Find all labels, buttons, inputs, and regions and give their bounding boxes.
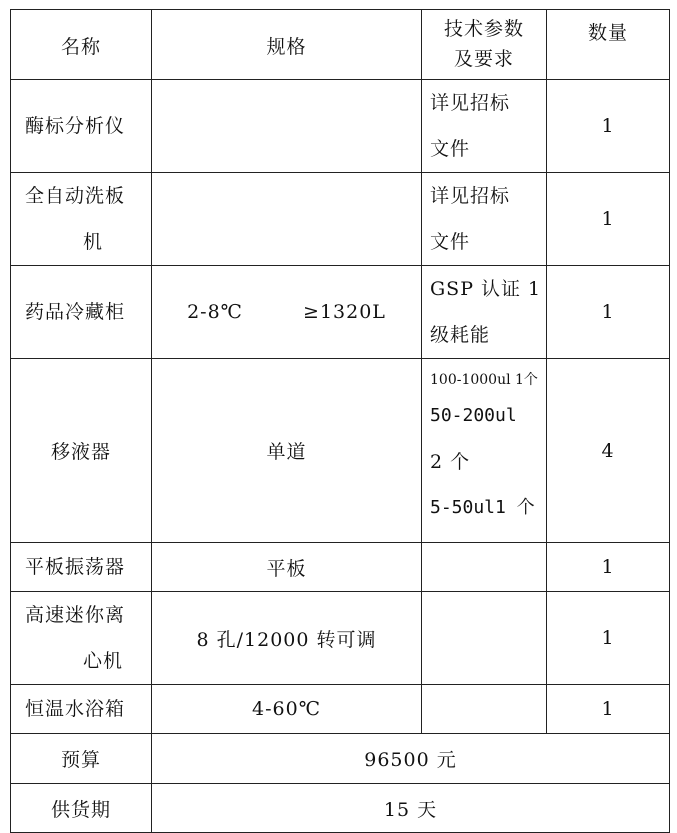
item-qty: 1	[547, 592, 670, 685]
item-tech-line: 100-1000ul 1个	[430, 372, 538, 388]
table-row	[11, 359, 670, 543]
item-qty: 1	[547, 685, 670, 734]
item-name	[11, 592, 152, 685]
item-name-line: 心机	[83, 650, 124, 672]
item-qty: 1	[547, 173, 670, 266]
item-tech	[422, 359, 547, 543]
item-spec: 单道	[152, 359, 422, 543]
delivery-label: 供货期	[11, 784, 152, 833]
delivery-row	[11, 784, 670, 833]
item-name: 药品冷藏柜	[11, 266, 152, 359]
item-spec: 平板	[152, 543, 422, 592]
budget-row	[11, 734, 670, 784]
item-tech-line: 详见招标	[430, 185, 511, 207]
item-spec	[152, 266, 422, 359]
item-tech-line: 文件	[430, 231, 471, 253]
item-name-line: 全自动洗板	[25, 185, 126, 207]
item-name-line: 机	[83, 231, 104, 253]
header-spec: 规格	[152, 10, 422, 80]
header-qty: 数量	[547, 10, 670, 80]
item-tech-line: 2 个	[430, 451, 471, 473]
item-spec: 8 孔/12000 转可调	[152, 592, 422, 685]
item-name-line: 高速迷你离	[25, 604, 126, 626]
header-tech	[422, 10, 547, 80]
item-qty: 1	[547, 80, 670, 173]
item-tech-line: GSP 认证 1	[430, 278, 542, 300]
item-tech	[422, 266, 547, 359]
table-row	[11, 80, 670, 173]
item-name: 酶标分析仪	[11, 80, 152, 173]
item-tech-line: 级耗能	[430, 324, 491, 346]
item-tech-line: 50-200ul	[430, 405, 517, 426]
item-spec: 4-60℃	[152, 685, 422, 734]
item-qty: 1	[547, 543, 670, 592]
table-row	[11, 173, 670, 266]
header-name: 名称	[11, 10, 152, 80]
item-name: 移液器	[11, 359, 152, 543]
item-name: 恒温水浴箱	[11, 685, 152, 734]
item-spec-volume: ≥1320L	[303, 301, 386, 323]
item-tech	[422, 173, 547, 266]
procurement-table	[10, 9, 670, 833]
item-tech-line: 文件	[430, 138, 471, 160]
header-tech-line2: 及要求	[453, 48, 514, 70]
item-spec	[152, 80, 422, 173]
table-row	[11, 543, 670, 592]
header-tech-line1: 技术参数	[443, 18, 524, 40]
item-spec	[152, 173, 422, 266]
item-name	[11, 173, 152, 266]
table-row	[11, 685, 670, 734]
item-tech-line: 详见招标	[430, 92, 511, 114]
table-row	[11, 592, 670, 685]
budget-label: 预算	[11, 734, 152, 784]
item-qty: 1	[547, 266, 670, 359]
item-qty: 4	[547, 359, 670, 543]
budget-value: 96500 元	[152, 734, 670, 784]
item-name: 平板振荡器	[11, 543, 152, 592]
item-spec-temp: 2-8℃	[187, 301, 243, 323]
item-tech	[422, 685, 547, 734]
item-tech	[422, 80, 547, 173]
item-tech	[422, 543, 547, 592]
item-tech	[422, 592, 547, 685]
delivery-value: 15 天	[152, 784, 670, 833]
item-tech-line: 5-50ul1 个	[430, 497, 535, 518]
table-row	[11, 266, 670, 359]
header-row	[11, 10, 670, 80]
